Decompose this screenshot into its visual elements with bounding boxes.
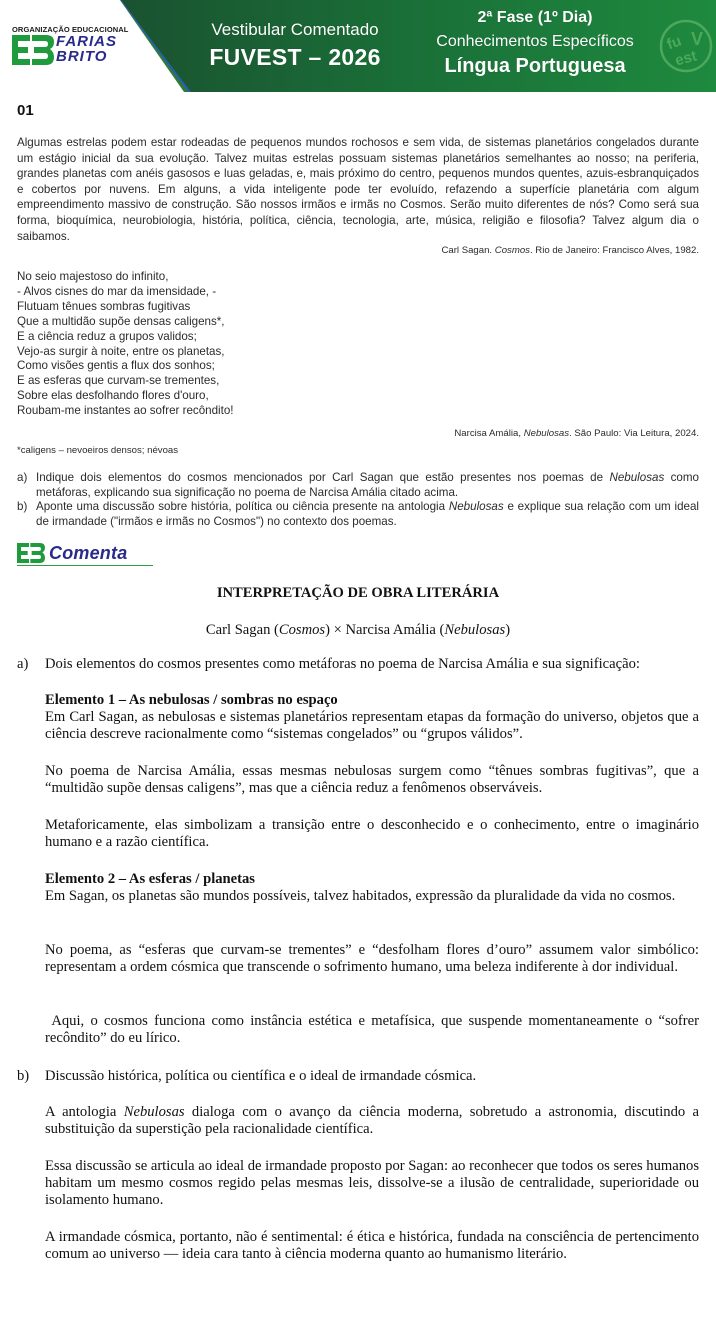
item-text bbox=[36, 471, 699, 500]
answer-subtitle bbox=[0, 622, 716, 639]
header-subject: Língua Portuguesa bbox=[444, 55, 626, 77]
element-2-paragraph: Aqui, o cosmos funciona como instância estética e metafísica, que suspende momentaneamente o “sofrer recôndito” do eu lírico. bbox=[45, 1013, 703, 1046]
poem-line: Que a multidão supõe densas caligens*, bbox=[17, 314, 225, 328]
logo-name-farias: FARIAS bbox=[56, 33, 118, 50]
element-1-title: Elemento 1 – As nebulosas / sombras no espaço bbox=[45, 692, 338, 708]
answer-label-a: a) bbox=[17, 656, 29, 672]
answer-heading-b: Discussão histórica, política ou científica e o ideal de irmandade cósmica. bbox=[45, 1068, 477, 1084]
logo-name-brito: BRITO bbox=[56, 48, 108, 65]
farias-brito-logo-icon bbox=[12, 35, 54, 65]
header-phase: 2ª Fase (1º Dia) bbox=[477, 9, 593, 26]
poem-line: No seio majestoso do infinito, bbox=[17, 270, 169, 283]
question-items bbox=[17, 471, 699, 529]
element-2-title: Elemento 2 – As esferas / planetas bbox=[45, 871, 255, 887]
poem bbox=[17, 270, 234, 419]
element-2-paragraph: Em Sagan, os planetas são mundos possíveis, talvez habitados, expressão da pluralidade da vida no cosmos. bbox=[45, 887, 676, 904]
fb-logo-icon bbox=[17, 543, 45, 563]
element-2-paragraph-3 bbox=[45, 1013, 703, 1047]
item-text-italic: Nebulosas bbox=[609, 471, 665, 484]
item-label: b) bbox=[17, 500, 28, 514]
element-1-paragraph-3 bbox=[45, 817, 699, 851]
logo-org-label: ORGANIZAÇÃO EDUCACIONAL bbox=[12, 25, 129, 34]
poem-line: E a ciência reduz a grupos validos; bbox=[17, 329, 197, 343]
citation-work: Nebulosas bbox=[523, 428, 570, 439]
item-text-part: e explique sua relação com um ideal de irmandade ("irmãos e irmãs no Cosmos") no contexto dos poemas. bbox=[36, 500, 699, 528]
question-item-b bbox=[17, 500, 699, 529]
question-number: 01 bbox=[17, 102, 34, 119]
header-subtitle: Vestibular Comentado bbox=[211, 20, 379, 39]
paragraph-part: A antologia bbox=[45, 1104, 124, 1120]
question-item-a bbox=[17, 471, 699, 500]
paragraph-part: dialoga com o avanço da ciência moderna, sobretudo a astronomia, discutindo a substituição da superstição pela racionalidade científica. bbox=[45, 1104, 699, 1137]
citation-publisher: . Rio de Janeiro: Francisco Alves, 1982. bbox=[529, 245, 699, 256]
citation-author: Narcisa Amália, bbox=[454, 428, 524, 439]
item-text-part: Indique dois elementos do cosmos mencionados por Carl Sagan que estão presentes nos poemas de bbox=[36, 471, 610, 484]
element-1-paragraph: No poema de Narcisa Amália, essas mesmas nebulosas surgem como “tênues sombras fugitivas”, que a “multidão supõe densas caligens”, mas que a ciência reduz a fenômenos observáveis. bbox=[45, 763, 699, 796]
answer-label-b: b) bbox=[17, 1068, 30, 1084]
subtitle-part: Carl Sagan ( bbox=[205, 622, 279, 638]
element-2 bbox=[45, 871, 699, 905]
item-text-italic: Nebulosas bbox=[448, 500, 504, 514]
answer-part-b-heading bbox=[17, 1068, 699, 1085]
comenta-label: Comenta bbox=[49, 543, 128, 563]
header-title: FUVEST – 2026 bbox=[209, 44, 381, 70]
question-excerpt: Algumas estrelas podem estar rodeadas de pequenos mundos rochosos e sem vida, de sistemas planetários congelados durante um estágio inicial da sua evolução. Talvez muitas estrelas possuam sistemas planetários semelhantes ao nosso; na periferia, grandes planetas com anéis gasosos e luas geladas, e, mais próximo do centro, pequenos mundos quentes, azuis-esbranquiçados e cobertos por nuvens. Em alguns, a vida inteligente pode ter evoluído, refazendo a superfície planetária com algum empreendimento massivo de construção. São nossos irmãos e irmãs no Cosmos. Serão muito diferentes de nós? Como será sua forma, bioquímica, neurobiologia, história, política, ciência, tecnologia, arte, música, religião e filosofia? Talvez algum dia o saibamos. bbox=[17, 136, 699, 243]
excerpt-citation bbox=[441, 245, 699, 256]
item-text-part: Aponte uma discussão sobre história, política ou ciência presente na antologia bbox=[36, 500, 449, 514]
part-b-paragraph: Essa discussão se articula ao ideal de irmandade proposto por Sagan: ao reconhecer que todos os seres humanos habitam um mesmo cosmos regido pelas mesmas leis, dissolve-se a ilusão de centralidade, superioridade ou isolamento humano. bbox=[45, 1158, 699, 1208]
answer-title: INTERPRETAÇÃO DE OBRA LITERÁRIA bbox=[216, 585, 500, 601]
answer-heading-a: Dois elementos do cosmos presentes como metáforas no poema de Narcisa Amália e sua significação: bbox=[45, 656, 640, 672]
element-2-paragraph: No poema, as “esferas que curvam-se trementes” e “desfolham flores d’ouro” assumem valor simbólico: representam a ordem cósmica que transcende o sofrimento humano, uma beleza indiferente à dor individual. bbox=[45, 942, 699, 975]
citation-author: Carl Sagan. bbox=[441, 245, 495, 256]
poem-line: Roubam-me instantes ao sofrer recôndito! bbox=[17, 404, 234, 418]
comenta-logo bbox=[17, 543, 153, 567]
poem-citation bbox=[454, 428, 699, 439]
part-b-paragraph-2 bbox=[45, 1158, 699, 1208]
subtitle-part: ) × Narcisa Amália ( bbox=[325, 622, 445, 638]
part-b-paragraph-3 bbox=[45, 1229, 699, 1263]
svg-text:fu: fu bbox=[664, 32, 684, 54]
element-1-paragraph: Metaforicamente, elas simbolizam a transição entre o desconhecido e o conhecimento, entre o imaginário humano e a razão científica. bbox=[45, 817, 699, 850]
poem-line: Vejo-as surgir à noite, entre os planetas, bbox=[17, 344, 225, 358]
citation-work: Cosmos bbox=[494, 245, 530, 256]
answer-part-a-heading bbox=[17, 656, 699, 673]
poem-line: - Alvos cisnes do mar da imensidade, - bbox=[17, 284, 217, 298]
fuvest-seal-icon bbox=[658, 18, 714, 74]
header-area: Conhecimentos Específicos bbox=[436, 33, 634, 50]
subtitle-italic: Cosmos bbox=[278, 622, 326, 638]
item-text bbox=[36, 500, 699, 529]
footnote: *caligens – nevoeiros densos; névoas bbox=[17, 445, 179, 456]
element-1 bbox=[45, 692, 699, 742]
paragraph-italic: Nebulosas bbox=[123, 1104, 185, 1120]
citation-publisher: . São Paulo: Via Leitura, 2024. bbox=[569, 428, 699, 439]
element-1-paragraph-2 bbox=[45, 763, 699, 797]
subtitle-part: ) bbox=[505, 622, 511, 638]
item-label: a) bbox=[17, 471, 28, 484]
element-2-paragraph-2 bbox=[45, 942, 699, 976]
element-1-paragraph: Em Carl Sagan, as nebulosas e sistemas planetários representam etapas da formação do universo, objetos que a ciência descreve racionalmente como “sistemas congelados” ou “grupos válidos”. bbox=[45, 708, 699, 742]
subtitle-italic: Nebulosas bbox=[444, 622, 506, 638]
item-text-part: como metáforas, explicando sua significação no poema de Narcisa Amália citado acima. bbox=[36, 471, 699, 499]
part-b-paragraph bbox=[45, 1104, 699, 1138]
page-header bbox=[0, 0, 716, 92]
poem-line: Como visões gentis a flux dos sonhos; bbox=[17, 359, 215, 373]
poem-line: E as esferas que curvam-se trementes, bbox=[17, 374, 220, 388]
poem-line: Sobre elas desfolhando flores d'ouro, bbox=[17, 389, 209, 403]
part-b-paragraph-1 bbox=[45, 1104, 699, 1138]
poem-line: Flutuam tênues sombras fugitivas bbox=[17, 299, 191, 313]
svg-text:V: V bbox=[691, 29, 704, 49]
comenta-underline bbox=[17, 565, 153, 566]
svg-text:est: est bbox=[673, 47, 699, 70]
part-b-paragraph: A irmandade cósmica, portanto, não é sentimental: é ética e histórica, fundada na consciência de pertencimento comum ao universo — ideia cara tanto à ciência moderna quanto ao humanismo literário. bbox=[45, 1229, 699, 1262]
